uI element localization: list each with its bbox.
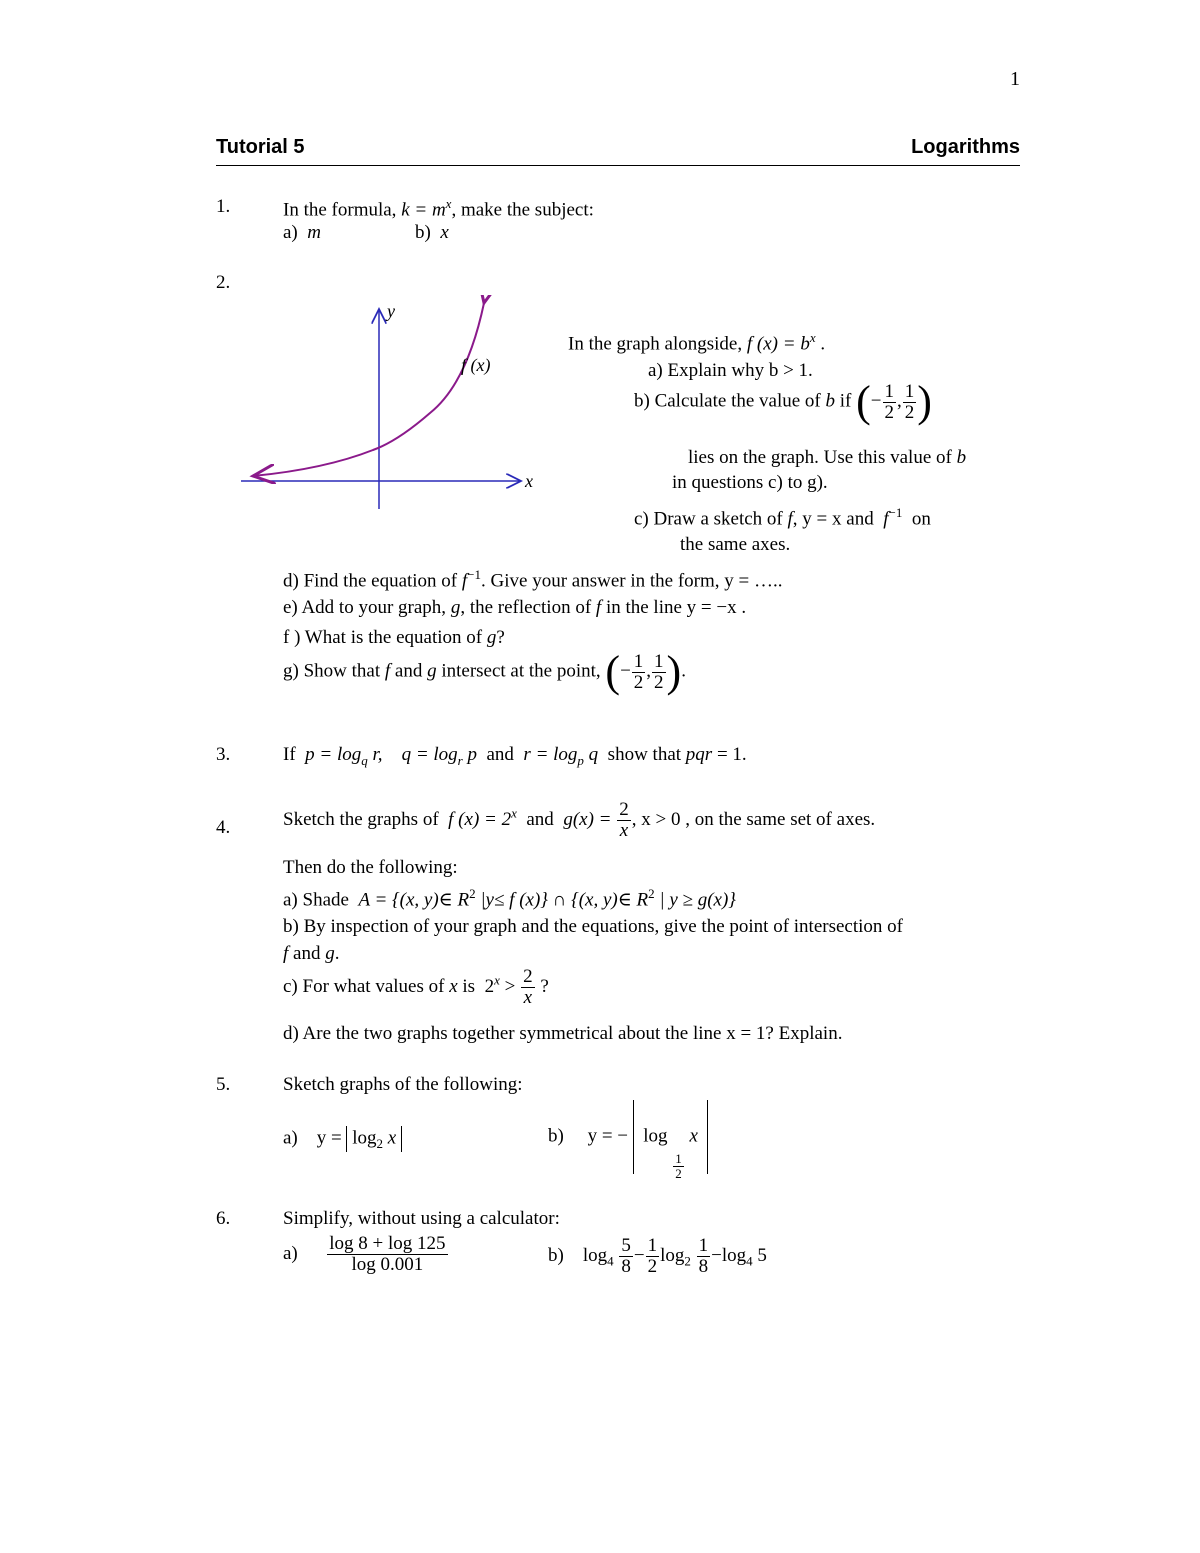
q2-part-b: b) Calculate the value of b if (− $\frac{1}{2}$ , $\frac{1}{2}$ ) [634, 377, 932, 426]
q2-graph [235, 295, 545, 515]
q6-part-a: a) $\frac{\log 8 + \log 125}{\log 0.001}$ [283, 1233, 446, 1275]
header-topic: Logarithms [911, 136, 1020, 158]
q4-part-b-line2: f and g. [283, 943, 340, 964]
header-rule [216, 165, 1020, 166]
q4-text: Sketch the graphs of f $(x) = 2^x$ and g(x) = $\frac{2}{x}$ , x > 0 , on the same set of axes. [283, 799, 876, 841]
graph-y-label: y [387, 301, 395, 321]
q6-part-b: b) $\log_4$ $\frac{5}{8}$ − $\frac{1}{2}$ $\log_2$ $\frac{1}{8}$ $-\log_4$ 5 [548, 1235, 767, 1277]
q2-part-b-line3: in questions c) to g). [672, 472, 828, 493]
q5-part-b: b) y = − log $\frac{1}{2}$ x [548, 1100, 708, 1181]
q6-text: Simplify, without using a calculator: [283, 1208, 560, 1229]
q2-part-b-line2: lies on the graph. Use this value of b [688, 447, 967, 468]
page-number: 1 [1010, 68, 1020, 90]
graph-curve-label: f (x) [461, 355, 491, 375]
q4-part-d: d) Are the two graphs together symmetrical about the line x = 1? Explain. [283, 1023, 843, 1044]
q6-number: 6. [216, 1208, 231, 1229]
q2-number: 2. [216, 272, 231, 293]
q3-text: If $p = \log_q r$, $q = \log_r p$ and $r = \log_p q$ show that pqr = 1. [283, 744, 747, 768]
q2-part-c-line2: the same axes. [680, 534, 791, 555]
q5-part-a: a) $y = \log_2 x$ [283, 1126, 402, 1152]
q5-text: Sketch graphs of the following: [283, 1074, 523, 1095]
q2-part-g: g) Show that f and g intersect at the point, (− $\frac{1}{2}$ , $\frac{1}{2}$ ). [283, 647, 686, 696]
q1-text: In the formula, $k = m^x$, make the subject: [283, 196, 594, 221]
q2-part-a: a) Explain why b > 1. [648, 360, 813, 381]
q2-part-e: e) Add to your graph, g, the reflection of f in the line y = −x . [283, 597, 747, 618]
q2-part-d: d) Find the equation of $f^{-1}$. Give your answer in the form, y = ….. [283, 567, 783, 592]
graph-curve [253, 303, 484, 476]
q2-part-f: f ) What is the equation of g? [283, 627, 505, 648]
graph-x-label: x [525, 471, 533, 491]
q4-part-a: a) Shade A = {(x, y)∈ $R^2$ |y≤ f (x)} ∩ {(x, y)∈ $R^2$ | y ≥ g(x)} [283, 886, 736, 911]
q1-formula: k = m [401, 199, 446, 221]
q2-part-c: c) Draw a sketch of f, y = x and $f^{-1}$ on [634, 505, 931, 530]
q1-part-b: b) x [415, 222, 449, 243]
q4-then: Then do the following: [283, 857, 458, 878]
q4-number: 4. [216, 817, 231, 838]
q4-part-c: c) For what values of x is $2^x$ > $\frac{2}{x}$ ? [283, 966, 549, 1008]
q5-number: 5. [216, 1074, 231, 1095]
header-title: Tutorial 5 [216, 136, 305, 158]
q1-number: 1. [216, 196, 231, 217]
q2-intro: In the graph alongside, f $(x) = b^x$ . [568, 330, 826, 355]
q3-number: 3. [216, 744, 231, 765]
q1-part-a: a) m [283, 222, 321, 243]
q4-part-b: b) By inspection of your graph and the equations, give the point of intersection of [283, 916, 903, 937]
